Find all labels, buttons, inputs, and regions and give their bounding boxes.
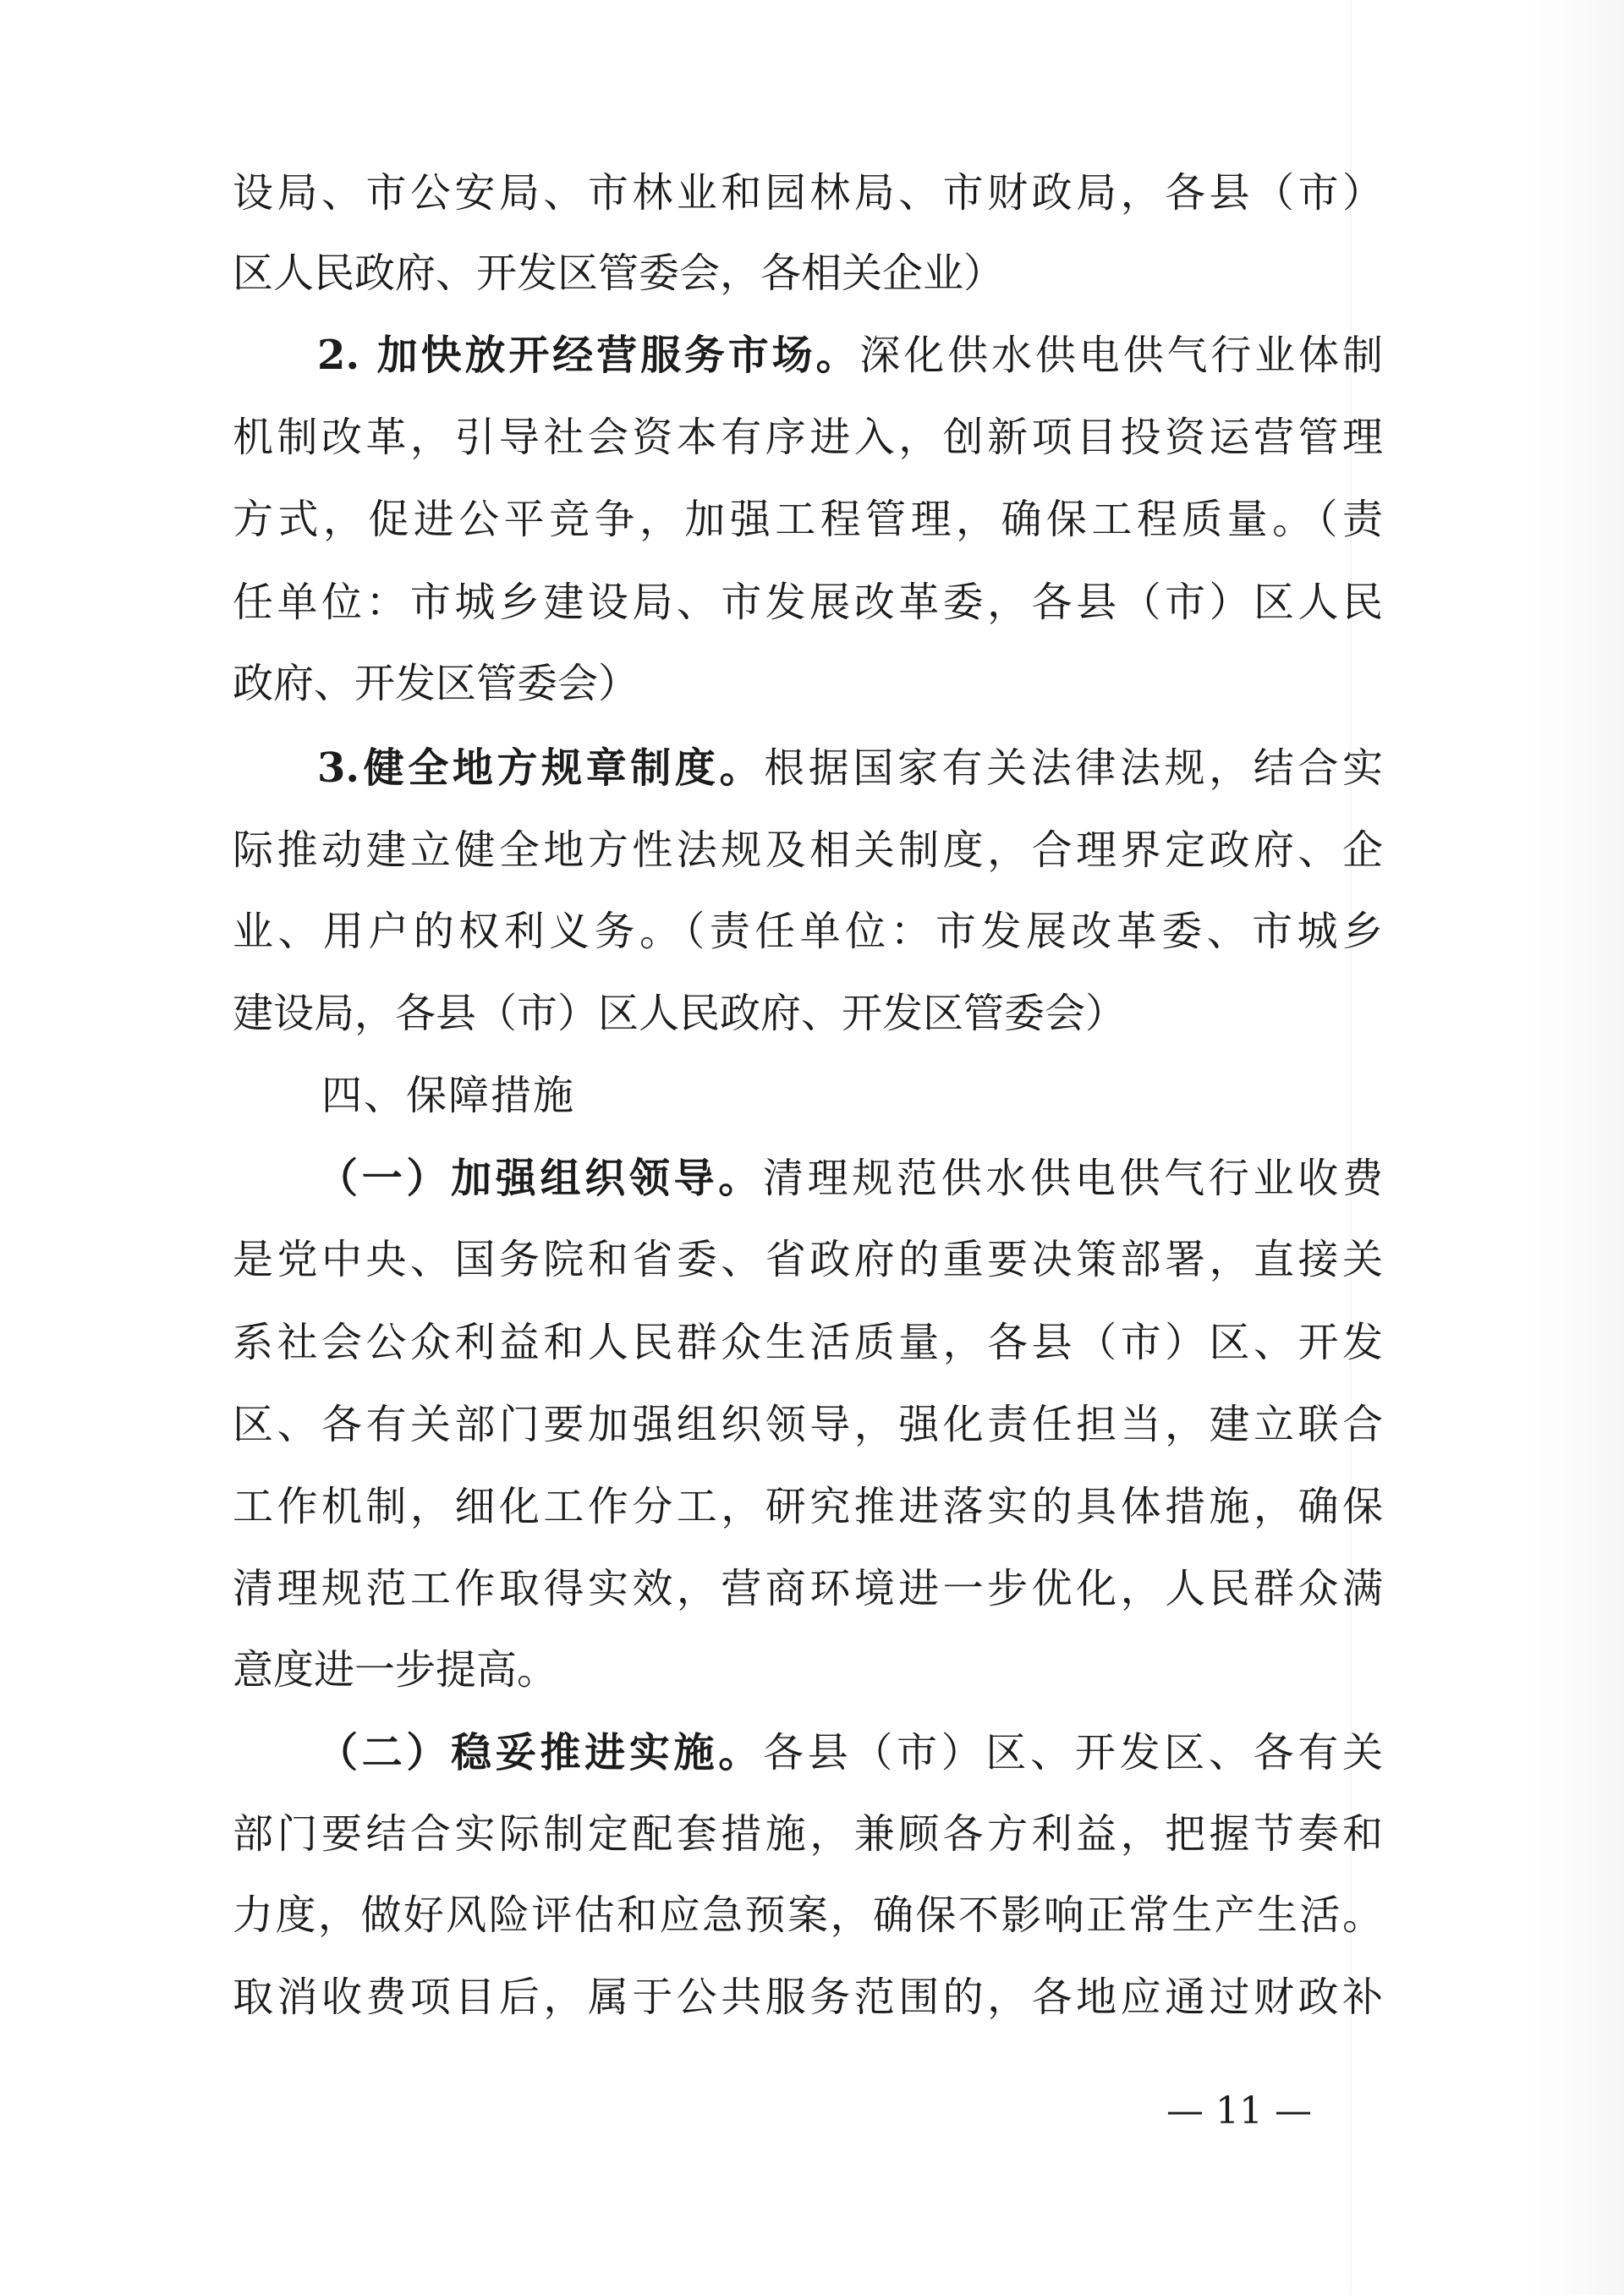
subsection-text: 清理规范供水供电供气行业收费: [762, 1155, 1383, 1202]
paragraph-item-2: [317, 317, 1383, 393]
text-line: 区人民政府、开发区管委会，各相关企业）: [233, 250, 1005, 297]
item-text: 根据国家有关法律法规，结合实: [764, 744, 1383, 792]
text-line: 业、用户的权利义务。（责任单位：市发展改革委、市城乡: [233, 908, 1383, 955]
text-line: 意度进一步提高。: [233, 1646, 558, 1694]
text-line: 是党中央、国务院和省委、省政府的重要决策部署，直接关: [233, 1236, 1383, 1283]
text-line: 际推动建立健全地方性法规及相关制度，合理界定政府、企: [233, 826, 1383, 874]
item-heading: 3.健全地方规章制度。: [317, 744, 765, 792]
text-line: 部门要结合实际制定配套措施，兼顾各方利益，把握节奏和: [233, 1810, 1383, 1858]
text-line: 方式，促进公平竞争，加强工程管理，确保工程质量。（责: [233, 496, 1383, 543]
text-line: 系社会公众利益和人民群众生活质量，各县（市）区、开发: [233, 1319, 1383, 1366]
section-heading: 四、保障措施: [321, 1072, 576, 1119]
text-line: 区、各有关部门要加强组织领导，强化责任担当，建立联合: [233, 1401, 1383, 1448]
paragraph-item-3: [317, 730, 1383, 806]
subsection-heading: （二）稳妥推进实施。: [317, 1729, 763, 1776]
text-line: 清理规范工作取得实效，营商环境进一步优化，人民群众满: [233, 1565, 1383, 1612]
subsection-heading: （一）加强组织领导。: [317, 1155, 763, 1202]
text-line: 力度，做好风险评估和应急预案，确保不影响正常生产生活。: [233, 1891, 1383, 1939]
text-line: 工作机制，细化工作分工，研究推进落实的具体措施，确保: [233, 1483, 1383, 1530]
item-heading: 2. 加快放开经营服务市场。: [317, 332, 860, 379]
text-line: 政府、开发区管委会）: [233, 660, 639, 707]
text-line: 机制改革，引导社会资本有序进入，创新项目投资运营管理: [233, 414, 1383, 461]
scan-shadow: [1522, 0, 1624, 2295]
text-line: 建设局，各县（市）区人民政府、开发区管委会）: [233, 990, 1127, 1037]
paragraph-subsection-1: [317, 1140, 1383, 1216]
subsection-text: 各县（市）区、开发区、各有关: [762, 1729, 1383, 1776]
text-line: 任单位：市城乡建设局、市发展改革委，各县（市）区人民: [233, 579, 1383, 626]
item-text: 深化供水供电供气行业体制: [859, 332, 1383, 379]
paragraph-subsection-2: [317, 1715, 1383, 1791]
text-line: 设局、市公安局、市林业和园林局、市财政局，各县（市）: [233, 169, 1383, 217]
page-number: — 11 —: [1166, 2089, 1312, 2133]
text-line: 取消收费项目后，属于公共服务范围的，各地应通过财政补: [233, 1974, 1383, 2021]
